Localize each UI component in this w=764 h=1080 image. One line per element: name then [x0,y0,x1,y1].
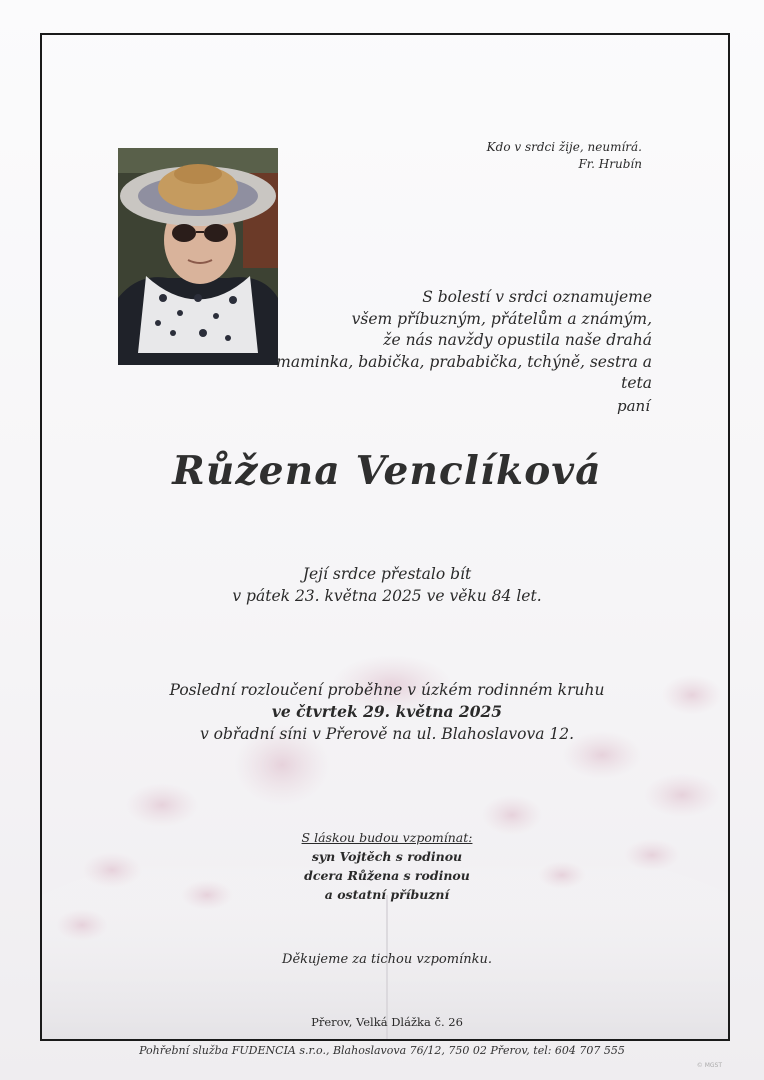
announcement-line: S bolestí v srdci oznamujeme [422,288,652,306]
farewell-location: v obřadní síni v Přerově na ul. Blahoslavova 12. [199,725,575,743]
mourner: syn Vojtěch s rodinou [311,849,463,864]
motto-quote [382,139,642,173]
mourners-heading: S láskou budou vzpomínat: [301,830,473,845]
mourner: a ostatní příbuzní [324,887,450,902]
mourners-block [42,828,730,904]
farewell-info [42,679,730,745]
printer-stamp: © MGST [696,1062,722,1069]
funeral-service-footer: Pohřební služba FUDENCIA s.r.o., Blahoslavova 76/12, 750 02 Přerov, tel: 604 707 555 [139,1044,625,1057]
mourner: dcera Růžena s rodinou [304,868,470,883]
announcement-line: maminka, babička, prababička, tchýně, sestra a teta [276,352,652,392]
motto-text: Kdo v srdci žije, neumírá. [486,140,642,154]
death-notice [42,563,730,607]
family-address: Přerov, Velká Dlážka č. 26 [311,1015,463,1029]
farewell-line: Poslední rozloučení proběhne v úzkém rodinném kruhu [169,681,605,699]
announcement-line: všem příbuzným, přátelům a známým, [351,309,652,328]
thanks-line: Děkujeme za tichou vzpomínku. [282,952,492,967]
death-line: v pátek 23. května 2025 ve věku 84 let. [232,587,542,605]
death-line: Její srdce přestalo bít [302,565,472,583]
announcement-line: že nás navždy opustila naše drahá [383,331,652,349]
farewell-date: ve čtvrtek 29. května 2025 [271,702,503,721]
deceased-name: Růžena Venclíková [172,448,602,494]
honorific: paní [616,397,650,415]
mourning-frame [40,33,730,1041]
motto-author: Fr. Hrubín [578,157,642,171]
announcement [242,287,652,395]
